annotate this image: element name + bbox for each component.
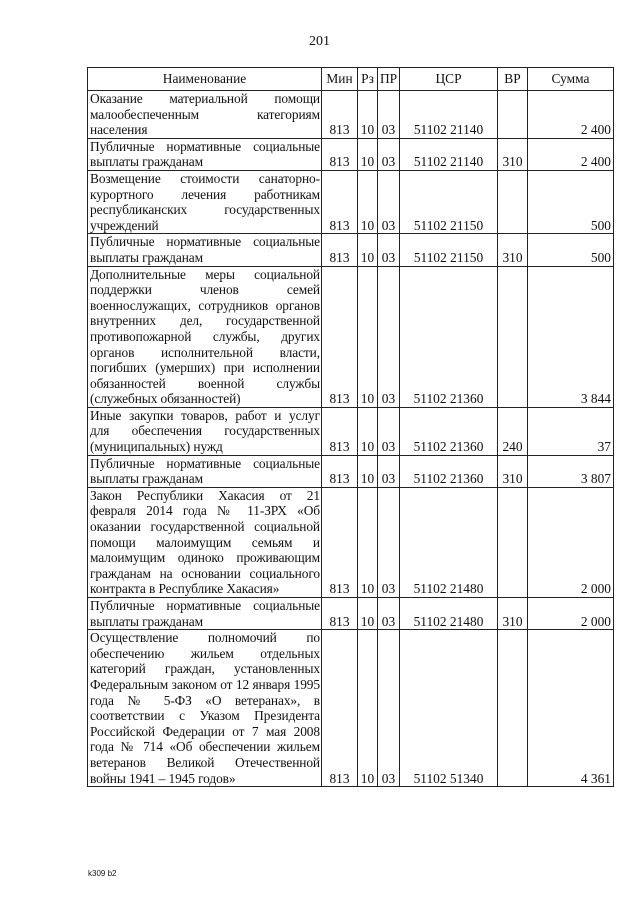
row-name: Публичные нормативные социальные выплаты гражданам [88,138,322,170]
row-sum: 500 [528,234,614,266]
table-row [88,234,614,266]
row-vr: 310 [498,138,528,170]
row-sum: 2 400 [528,91,614,139]
row-sum: 37 [528,407,614,455]
row-pr: 03 [378,266,400,407]
table-header-row [88,68,614,91]
row-rz: 10 [358,487,378,597]
row-vr [498,487,528,597]
row-name: Дополнительные меры социальной поддержки членов семей военнослужащих, сотрудников органов внутренних дел, государственной противопожарной службы, других органов исполнительной власти, погибших (умерших) при исполнении обязанностей военной службы (служебных обязанностей) [88,266,322,407]
header-sum: Сумма [528,68,614,91]
row-pr: 03 [378,91,400,139]
table-row [88,266,614,407]
header-csr: ЦСР [400,68,498,91]
row-pr: 03 [378,487,400,597]
row-rz: 10 [358,630,378,787]
row-rz: 10 [358,266,378,407]
row-min: 813 [322,91,358,139]
row-csr: 51102 21360 [400,407,498,455]
row-vr [498,630,528,787]
footer-code: k309 b2 [88,869,117,878]
header-min: Мин [322,68,358,91]
row-name: Публичные нормативные социальные выплаты гражданам [88,234,322,266]
table-row [88,487,614,597]
table-row [88,138,614,170]
table-row [88,170,614,233]
row-sum: 2 400 [528,138,614,170]
row-pr: 03 [378,170,400,233]
row-pr: 03 [378,455,400,487]
row-csr: 51102 21150 [400,234,498,266]
row-vr: 310 [498,598,528,630]
row-rz: 10 [358,407,378,455]
row-sum: 2 000 [528,598,614,630]
row-name: Закон Республики Хакасия от 21 февраля 2014 года № 11-ЗРХ «Об оказании государственной социальной помощи малоимущим семьям и малоимущим одиноко проживающим гражданам на основании социального контракта в Республике Хакасия» [88,487,322,597]
budget-table [87,67,614,787]
row-name: Иные закупки товаров, работ и услуг для обеспечения государственных (муниципальных) нужд [88,407,322,455]
row-sum: 4 361 [528,630,614,787]
row-rz: 10 [358,91,378,139]
row-min: 813 [322,487,358,597]
row-sum: 3 844 [528,266,614,407]
row-min: 813 [322,630,358,787]
row-csr: 51102 21360 [400,266,498,407]
row-sum: 500 [528,170,614,233]
row-vr [498,170,528,233]
row-rz: 10 [358,455,378,487]
row-csr: 51102 21480 [400,487,498,597]
row-rz: 10 [358,138,378,170]
row-csr: 51102 21360 [400,455,498,487]
row-vr: 240 [498,407,528,455]
row-csr: 51102 21140 [400,91,498,139]
row-rz: 10 [358,598,378,630]
row-min: 813 [322,598,358,630]
table-row [88,630,614,787]
row-csr: 51102 51340 [400,630,498,787]
header-pr: ПР [378,68,400,91]
row-name: Публичные нормативные социальные выплаты гражданам [88,598,322,630]
row-name: Осуществление полномочий по обеспечению жильем отдельных категорий граждан, установленных Федеральным законом от 12 января 1995 года № 5-ФЗ «О ветеранах», в соответствии с Указом Президента Российской Федерации от 7 мая 2008 года № 714 «Об обеспечении жильем ветеранов Великой Отечественной войны 1941 – 1945 годов» [88,630,322,787]
row-min: 813 [322,138,358,170]
row-min: 813 [322,407,358,455]
header-rz: Рз [358,68,378,91]
row-min: 813 [322,234,358,266]
table-row [88,598,614,630]
page-number: 201 [309,34,330,49]
row-pr: 03 [378,138,400,170]
row-sum: 3 807 [528,455,614,487]
row-sum: 2 000 [528,487,614,597]
row-name: Возмещение стоимости санаторно-курортного лечения работникам республиканских государственных учреждений [88,170,322,233]
row-rz: 10 [358,170,378,233]
table-row [88,407,614,455]
row-csr: 51102 21150 [400,170,498,233]
header-vr: ВР [498,68,528,91]
row-csr: 51102 21480 [400,598,498,630]
header-name: Наименование [88,68,322,91]
row-vr [498,266,528,407]
row-pr: 03 [378,407,400,455]
row-rz: 10 [358,234,378,266]
row-vr: 310 [498,455,528,487]
row-name: Оказание материальной помощи малообеспеченным категориям населения [88,91,322,139]
row-csr: 51102 21140 [400,138,498,170]
row-pr: 03 [378,234,400,266]
row-vr: 310 [498,234,528,266]
table-row [88,455,614,487]
row-vr [498,91,528,139]
row-pr: 03 [378,598,400,630]
row-min: 813 [322,170,358,233]
row-min: 813 [322,455,358,487]
row-name: Публичные нормативные социальные выплаты гражданам [88,455,322,487]
row-pr: 03 [378,630,400,787]
row-min: 813 [322,266,358,407]
table-row [88,91,614,139]
